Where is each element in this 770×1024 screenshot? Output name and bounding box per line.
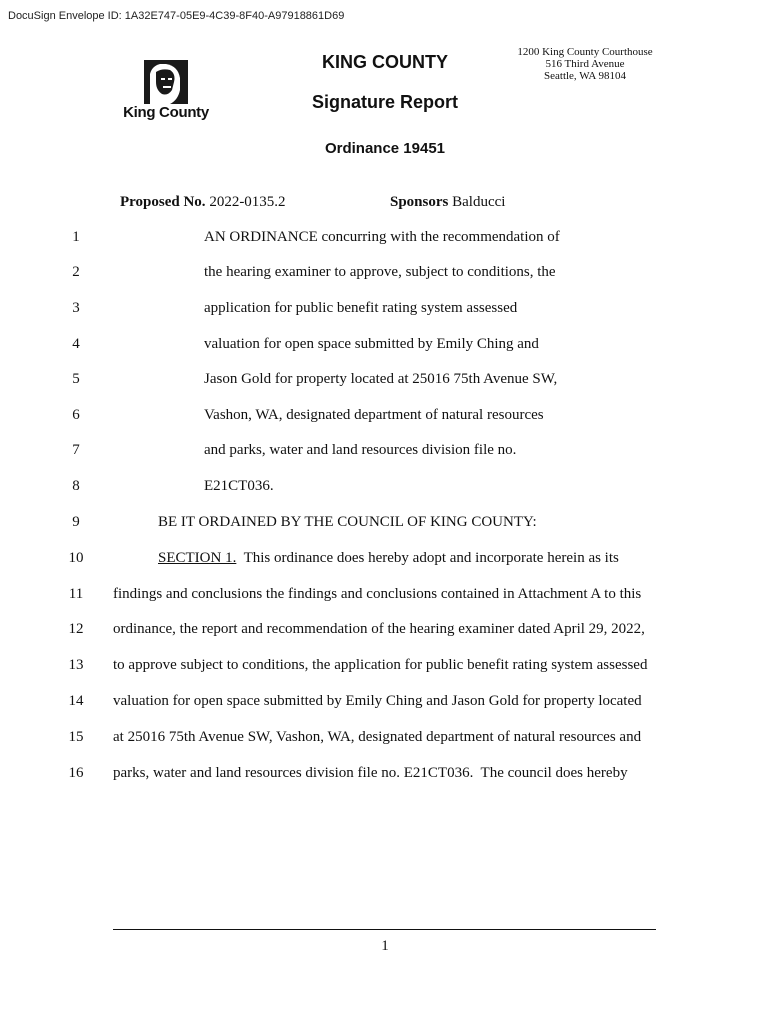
line-text: ordinance, the report and recommendation of the hearing examiner dated April 29, 2022, (113, 621, 645, 637)
line-text: Jason Gold for property located at 25016 75th Avenue SW, (204, 371, 558, 387)
line-number: 5 (72, 371, 80, 387)
sponsors-value: Balducci (452, 194, 506, 210)
line-text: findings and conclusions the findings and conclusions contained in Attachment A to this (113, 586, 642, 602)
line-number: 8 (72, 478, 80, 494)
line-text: and parks, water and land resources division file no. (204, 442, 517, 458)
sponsors-label: Sponsors (390, 194, 449, 210)
footer-rule (113, 929, 656, 930)
line-text: application for public benefit rating system assessed (204, 300, 518, 316)
line-text: valuation for open space submitted by Emily Ching and Jason Gold for property located (113, 693, 642, 709)
line-text: This ordinance does hereby adopt and incorporate herein as its (236, 550, 619, 566)
report-title: Signature Report (311, 92, 458, 112)
line-number: 12 (68, 621, 84, 637)
address-line: 516 Third Avenue (545, 58, 625, 70)
line-number: 2 (72, 264, 80, 280)
line-number: 4 (72, 336, 80, 352)
logo-text: King County (123, 104, 209, 121)
line-number: 13 (68, 657, 84, 673)
section-line (158, 550, 619, 567)
sponsors (390, 194, 505, 211)
line-number: 7 (72, 442, 80, 458)
section-heading: SECTION 1. (158, 550, 237, 566)
line-number: 6 (72, 407, 80, 423)
line-text: parks, water and land resources division file no. E21CT036. The council does hereby (113, 765, 628, 781)
county-title: KING COUNTY (322, 52, 448, 72)
proposed-label: Proposed No. (120, 194, 206, 210)
address-line: Seattle, WA 98104 (544, 70, 626, 82)
line-text: the hearing examiner to approve, subject to conditions, the (204, 264, 556, 280)
line-text: AN ORDINANCE concurring with the recommendation of (204, 229, 560, 245)
line-text: valuation for open space submitted by Emily Ching and (204, 336, 539, 352)
line-number: 9 (72, 514, 80, 530)
line-text: to approve subject to conditions, the application for public benefit rating system assessed (113, 657, 648, 673)
ordinance-title: Ordinance 19451 (324, 140, 446, 157)
address-block (505, 46, 665, 82)
line-text: E21CT036. (204, 478, 274, 494)
line-number: 10 (68, 550, 84, 566)
address-line: 1200 King County Courthouse (517, 46, 653, 58)
line-number: 11 (68, 586, 84, 602)
proposed-value: 2022-0135.2 (209, 194, 286, 210)
line-text: Vashon, WA, designated department of natural resources (204, 407, 544, 423)
line-text: at 25016 75th Avenue SW, Vashon, WA, designated department of natural resources and (113, 729, 642, 745)
line-number: 1 (72, 229, 80, 245)
docusign-envelope-id: DocuSign Envelope ID: 1A32E747-05E9-4C39-8F40-A97918861D69 (8, 10, 345, 22)
page-number: 1 (381, 938, 389, 954)
line-number: 3 (72, 300, 80, 316)
line-text: BE IT ORDAINED BY THE COUNCIL OF KING COUNTY: (158, 514, 537, 530)
line-number: 14 (68, 693, 84, 709)
line-number: 16 (68, 765, 84, 781)
line-number: 15 (68, 729, 84, 745)
proposed-number (120, 194, 286, 211)
